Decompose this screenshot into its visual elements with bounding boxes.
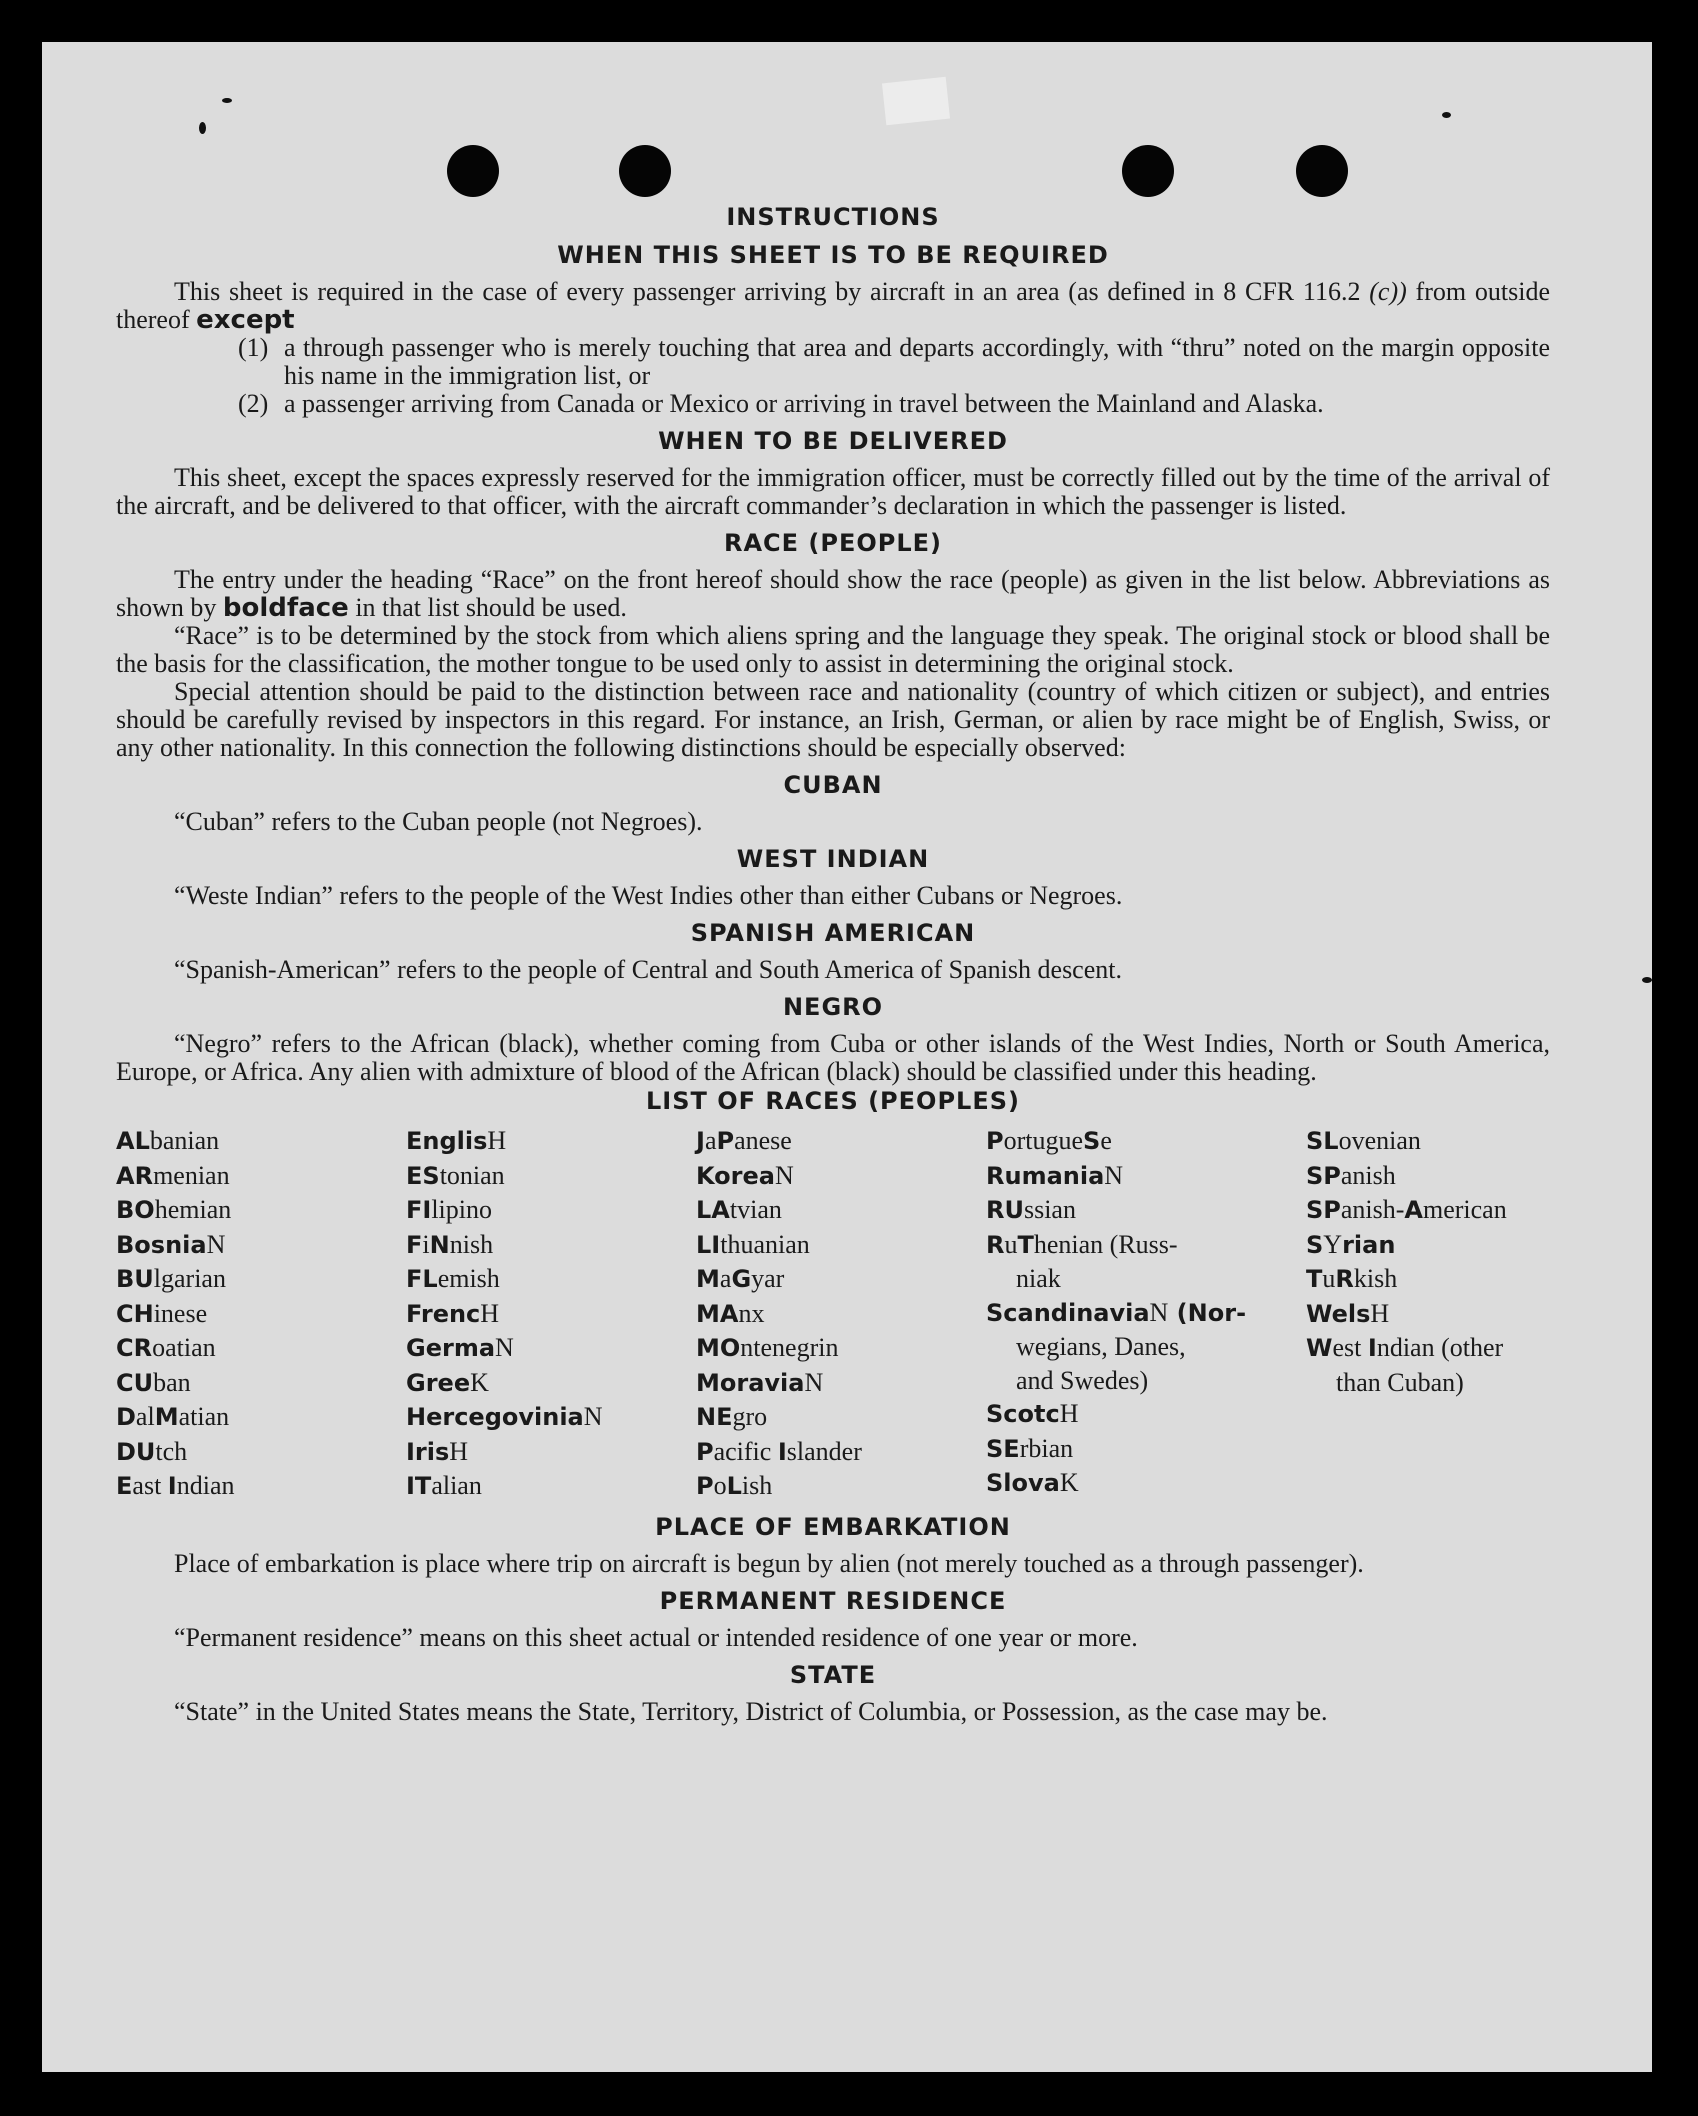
race-abbreviation: Bosnia	[116, 1230, 207, 1259]
race-entry	[696, 1435, 986, 1470]
race-name-part: oatian	[152, 1333, 216, 1362]
race-column	[116, 1124, 406, 1504]
race-name-part: H	[449, 1436, 469, 1466]
punch-hole	[1296, 145, 1348, 197]
race-entry	[116, 1193, 406, 1228]
race-abbreviation: IT	[406, 1472, 432, 1500]
race-entry	[1306, 1124, 1550, 1159]
race-abbreviation: (Nor-	[1168, 1298, 1247, 1327]
race-name-part: tonian	[439, 1160, 505, 1190]
race-name-part: al	[135, 1402, 155, 1431]
race-abbreviation: Korea	[696, 1161, 775, 1190]
race-column	[986, 1124, 1306, 1504]
embarkation-text: Place of embarkation is place where trip on aircraft is begun by alien (not merely touched as a through passenger).	[174, 1548, 1364, 1578]
punch-hole	[447, 145, 499, 197]
race-name-part: o	[713, 1471, 727, 1500]
race-entry	[986, 1397, 1306, 1432]
race-name-part: ovenian	[1338, 1126, 1421, 1155]
race-entry	[986, 1432, 1306, 1467]
race-entry	[1306, 1228, 1550, 1263]
race-name-part: N	[1104, 1160, 1124, 1190]
race-name-part: u	[1322, 1264, 1336, 1293]
race-entry	[1306, 1159, 1550, 1194]
cuban-text: “Cuban” refers to the Cuban people (not Negroes).	[174, 807, 703, 836]
document-sheet	[42, 42, 1652, 2072]
race-name-part: a	[719, 1264, 732, 1293]
race-abbreviation: A	[1404, 1196, 1423, 1224]
race-entry	[116, 1331, 406, 1366]
race-entry	[696, 1262, 986, 1297]
race-name-part: nish	[449, 1229, 494, 1259]
race-paragraph-1: The entry under the heading “Race” on the front hereof should show the race (people) as given in the list below. Abbreviations as shown by boldface in that list should be used.	[116, 565, 1550, 623]
race-abbreviation: I	[1367, 1334, 1377, 1362]
list-of-races-heading: LIST OF RACES (PEOPLES)	[646, 1087, 1020, 1115]
state-heading: STATE	[789, 1660, 877, 1689]
race-abbreviation: SE	[986, 1434, 1020, 1463]
cuban-heading: CUBAN	[783, 771, 883, 799]
race-abbreviation: FI	[406, 1196, 432, 1224]
race-abbreviation: Englis	[406, 1127, 488, 1155]
race-name-part: K	[470, 1367, 489, 1397]
race-abbreviation: MO	[696, 1334, 741, 1362]
race-name-part: H	[1059, 1399, 1079, 1428]
race-abbreviation: FL	[406, 1265, 438, 1293]
race-entry	[406, 1159, 696, 1194]
state-text: “State” in the United States means the State, Territory, District of Columbia, or Possession, as the case may be.	[174, 1696, 1328, 1726]
ink-speck	[222, 98, 232, 103]
race-entry	[986, 1466, 1306, 1501]
race-entry	[116, 1435, 406, 1470]
spanish-american-heading: SPANISH AMERICAN	[690, 919, 976, 947]
race-name-part: lipino	[431, 1195, 492, 1224]
race-entry	[406, 1124, 696, 1159]
race-list	[116, 1124, 1550, 1504]
race-abbreviation: Slova	[986, 1469, 1060, 1497]
race-abbreviation: G	[731, 1265, 752, 1293]
race-name-part: H	[487, 1126, 507, 1155]
race-abbreviation: DU	[116, 1437, 156, 1466]
race-abbreviation: S	[1306, 1230, 1324, 1259]
race-entry	[116, 1400, 406, 1435]
race-name-part: N	[206, 1229, 226, 1259]
race-abbreviation: ES	[406, 1161, 440, 1190]
west-indian-text: “Weste Indian” refers to the people of the West Indies other than either Cubans or Negroes.	[174, 881, 1123, 910]
when-delivered-heading: WHEN TO BE DELIVERED	[658, 427, 1008, 455]
race-name-part: u	[1004, 1229, 1018, 1259]
race-entry	[986, 1262, 1306, 1296]
race-name-part: H	[480, 1298, 500, 1328]
race-abbreviation: LA	[696, 1196, 730, 1224]
race-name-part: ast	[132, 1471, 168, 1500]
race-name-part: anish	[1340, 1160, 1396, 1190]
race-abbreviation: M	[154, 1403, 179, 1431]
race-name-part: ish	[741, 1471, 773, 1500]
race-abbreviation: N	[429, 1230, 450, 1259]
race-entry	[406, 1331, 696, 1366]
race-abbreviation: BO	[116, 1196, 155, 1224]
race-name-part: ndian (other	[1376, 1333, 1504, 1362]
race-abbreviation: I	[167, 1472, 177, 1500]
race-abbreviation: P	[716, 1127, 735, 1155]
race-name-part: banian	[149, 1126, 220, 1155]
race-name-part: ssian	[1023, 1195, 1076, 1224]
race-abbreviation: Iris	[406, 1437, 450, 1466]
race-column	[1306, 1124, 1550, 1504]
race-paragraph-2: “Race” is to be determined by the stock from which aliens spring and the language they speak. The original stock or blood shall be the basis for the classification, the mother tongue to be used only to assist in determining the original stock.	[116, 621, 1550, 678]
race-entry	[406, 1193, 696, 1228]
race-abbreviation: CR	[116, 1334, 153, 1362]
race-abbreviation: MA	[696, 1299, 739, 1328]
race-abbreviation: SP	[1306, 1196, 1341, 1224]
ink-speck	[1642, 977, 1652, 983]
race-name-part: atian	[178, 1402, 230, 1431]
race-name-part: wegians, Danes,	[1016, 1332, 1186, 1361]
ink-speck	[199, 122, 206, 134]
race-heading: RACE (PEOPLE)	[723, 529, 943, 557]
race-entry	[406, 1400, 696, 1435]
race-entry	[986, 1296, 1306, 1331]
race-name-part: menian	[153, 1160, 230, 1190]
race-entry	[696, 1228, 986, 1263]
race-entry	[1306, 1262, 1550, 1297]
race-entry	[696, 1469, 986, 1504]
race-name-part: anish-	[1340, 1195, 1405, 1224]
race-entry	[986, 1193, 1306, 1228]
race-entry	[116, 1228, 406, 1263]
race-column	[406, 1124, 696, 1504]
race-entry	[986, 1364, 1306, 1398]
when-delivered-text: This sheet, except the spaces expressly reserved for the immigration officer, must be correctly filled out by the time of the arrival of the aircraft, and be delivered to that officer, with the aircraft commander’s declaration in which the passenger is listed.	[116, 463, 1550, 520]
race-name-part: yar	[751, 1264, 785, 1293]
when-required-heading: WHEN THIS SHEET IS TO BE REQUIRED	[557, 241, 1109, 269]
race-abbreviation: Germa	[406, 1334, 496, 1362]
race-entry	[696, 1366, 986, 1401]
race-name-part: ntenegrin	[740, 1333, 839, 1362]
race-name-part: est	[1332, 1333, 1368, 1362]
race-name-part: merican	[1423, 1195, 1507, 1224]
permanent-residence-text: “Permanent residence” means on this sheet actual or intended residence of one year or more.	[174, 1622, 1138, 1652]
race-name-part: tvian	[729, 1195, 782, 1224]
race-abbreviation: J	[696, 1127, 705, 1155]
negro-text: “Negro” refers to the African (black), whether coming from Cuba or other islands of the West Indies, North or South America, Europe, or Africa. Any alien with admixture of blood of the African (black) should be classified under this heading.	[116, 1029, 1550, 1086]
race-name-part: N	[495, 1333, 514, 1362]
race-abbreviation: CU	[116, 1368, 154, 1397]
race-name-part: nx	[738, 1298, 765, 1328]
permanent-residence-heading: PERMANENT RESIDENCE	[659, 1586, 1007, 1615]
race-abbreviation: AL	[116, 1127, 150, 1155]
race-abbreviation: RU	[986, 1196, 1024, 1224]
race-name-part: ortugue	[1003, 1126, 1084, 1155]
race-abbreviation: Moravia	[696, 1368, 805, 1397]
ink-speck	[1442, 112, 1451, 118]
race-entry	[116, 1297, 406, 1332]
negro-heading: NEGRO	[782, 993, 884, 1021]
race-abbreviation: W	[1306, 1334, 1333, 1362]
race-entry	[986, 1228, 1306, 1263]
race-name-part: K	[1059, 1468, 1079, 1497]
race-abbreviation: CH	[116, 1299, 154, 1328]
race-entry	[116, 1124, 406, 1159]
race-name-part: inese	[153, 1298, 208, 1328]
race-entry	[696, 1400, 986, 1435]
race-abbreviation: I	[777, 1437, 787, 1466]
race-name-part: alian	[431, 1471, 482, 1500]
race-entry	[986, 1159, 1306, 1194]
race-name-part: gro	[732, 1402, 768, 1431]
race-entry	[696, 1297, 986, 1332]
torn-corner	[882, 77, 950, 125]
race-entry	[116, 1366, 406, 1401]
race-name-part: slander	[786, 1436, 862, 1466]
race-entry	[116, 1262, 406, 1297]
race-abbreviation: LI	[696, 1230, 721, 1259]
race-entry	[1306, 1366, 1550, 1400]
exception-item-2: (2) a passenger arriving from Canada or Mexico or arriving in travel between the Mainland and Alaska.	[238, 389, 1324, 418]
race-entry	[406, 1297, 696, 1332]
punch-hole	[1122, 145, 1174, 197]
race-abbreviation: Frenc	[406, 1299, 481, 1328]
race-abbreviation: Gree	[406, 1368, 471, 1397]
race-abbreviation: F	[406, 1230, 423, 1259]
race-name-part: thuanian	[720, 1229, 810, 1259]
punch-hole	[619, 145, 671, 197]
race-entry	[406, 1435, 696, 1470]
race-abbreviation: SP	[1306, 1161, 1341, 1190]
race-entry	[1306, 1193, 1550, 1228]
race-entry	[406, 1228, 696, 1263]
race-entry	[116, 1469, 406, 1504]
race-column	[696, 1124, 986, 1504]
race-abbreviation: T	[1017, 1230, 1034, 1259]
race-abbreviation: P	[696, 1472, 714, 1500]
race-name-part: i	[422, 1229, 430, 1259]
race-name-part: N	[1149, 1297, 1169, 1327]
instructions-body	[116, 202, 1550, 1726]
race-abbreviation: Hercegovinia	[406, 1403, 584, 1431]
race-name-part: emish	[437, 1264, 500, 1293]
race-abbreviation: S	[1083, 1127, 1101, 1155]
race-name-part: N	[804, 1367, 824, 1397]
race-abbreviation: NE	[696, 1403, 733, 1431]
race-abbreviation: BU	[116, 1265, 154, 1293]
race-abbreviation: M	[696, 1265, 720, 1293]
west-indian-heading: WEST INDIAN	[736, 845, 930, 873]
race-entry	[696, 1159, 986, 1194]
race-entry	[696, 1124, 986, 1159]
race-abbreviation: Scotc	[986, 1400, 1060, 1428]
race-abbreviation: R	[1335, 1265, 1354, 1293]
race-name-part: and Swedes)	[1016, 1365, 1149, 1395]
exception-item-1: (1) a through passenger who is merely touching that area and departs accordingly, with “thru” noted on the margin opposite his name in the immigration list, or	[238, 333, 1550, 390]
race-abbreviation: Scandinavia	[986, 1298, 1150, 1327]
race-entry	[406, 1366, 696, 1401]
race-abbreviation: Wels	[1306, 1299, 1371, 1328]
race-abbreviation: rian	[1342, 1230, 1396, 1259]
race-name-part: N	[583, 1402, 603, 1431]
embarkation-heading: PLACE OF EMBARKATION	[655, 1512, 1011, 1541]
race-name-part: acific	[713, 1436, 778, 1466]
race-entry	[696, 1331, 986, 1366]
race-name-part: N	[774, 1160, 794, 1190]
race-name-part: anese	[734, 1126, 792, 1155]
race-name-part: henian (Russ-	[1033, 1229, 1178, 1259]
race-name-part: than Cuban)	[1336, 1367, 1464, 1397]
when-required-text: This sheet is required in the case of every passenger arriving by aircraft in an area (as defined in 8 CFR 116.2 (c)) from outside thereof except	[116, 277, 1550, 335]
race-name-part: hemian	[154, 1195, 232, 1224]
race-entry	[116, 1159, 406, 1194]
race-name-part: tch	[155, 1436, 188, 1466]
race-abbreviation: SL	[1306, 1127, 1339, 1155]
race-entry	[1306, 1297, 1550, 1332]
race-name-part: lgarian	[153, 1264, 226, 1293]
race-abbreviation: P	[696, 1437, 714, 1466]
race-entry	[1306, 1331, 1550, 1366]
race-abbreviation: D	[116, 1403, 136, 1431]
race-abbreviation: AR	[116, 1161, 154, 1190]
race-entry	[696, 1193, 986, 1228]
race-abbreviation: E	[116, 1472, 133, 1500]
race-name-part: rbian	[1019, 1433, 1074, 1463]
race-abbreviation: P	[986, 1127, 1004, 1155]
race-abbreviation: R	[986, 1230, 1005, 1259]
race-name-part: e	[1100, 1126, 1112, 1155]
race-name-part: a	[704, 1126, 717, 1155]
race-name-part: Y	[1323, 1229, 1343, 1259]
race-entry	[986, 1330, 1306, 1364]
race-entry	[406, 1262, 696, 1297]
race-name-part: kish	[1353, 1264, 1398, 1293]
spanish-american-text: “Spanish-American” refers to the people of Central and South America of Spanish descent.	[174, 955, 1122, 984]
instructions-title: INSTRUCTIONS	[726, 203, 940, 231]
race-name-part: ban	[153, 1367, 191, 1397]
race-abbreviation: L	[726, 1472, 742, 1500]
race-paragraph-3: Special attention should be paid to the distinction between race and nationality (country of which citizen or subject), and entries should be carefully revised by inspectors in this regard. For instance, an Irish, German, or alien by race might be of English, Swiss, or any other nationality. In this connection the following distinctions should be especially observed:	[116, 677, 1550, 762]
race-abbreviation: Rumania	[986, 1161, 1105, 1190]
race-entry	[986, 1124, 1306, 1159]
race-abbreviation: T	[1306, 1265, 1323, 1293]
race-name-part: niak	[1016, 1264, 1061, 1293]
race-name-part: H	[1370, 1298, 1390, 1328]
race-entry	[406, 1469, 696, 1504]
race-name-part: ndian	[176, 1471, 235, 1500]
